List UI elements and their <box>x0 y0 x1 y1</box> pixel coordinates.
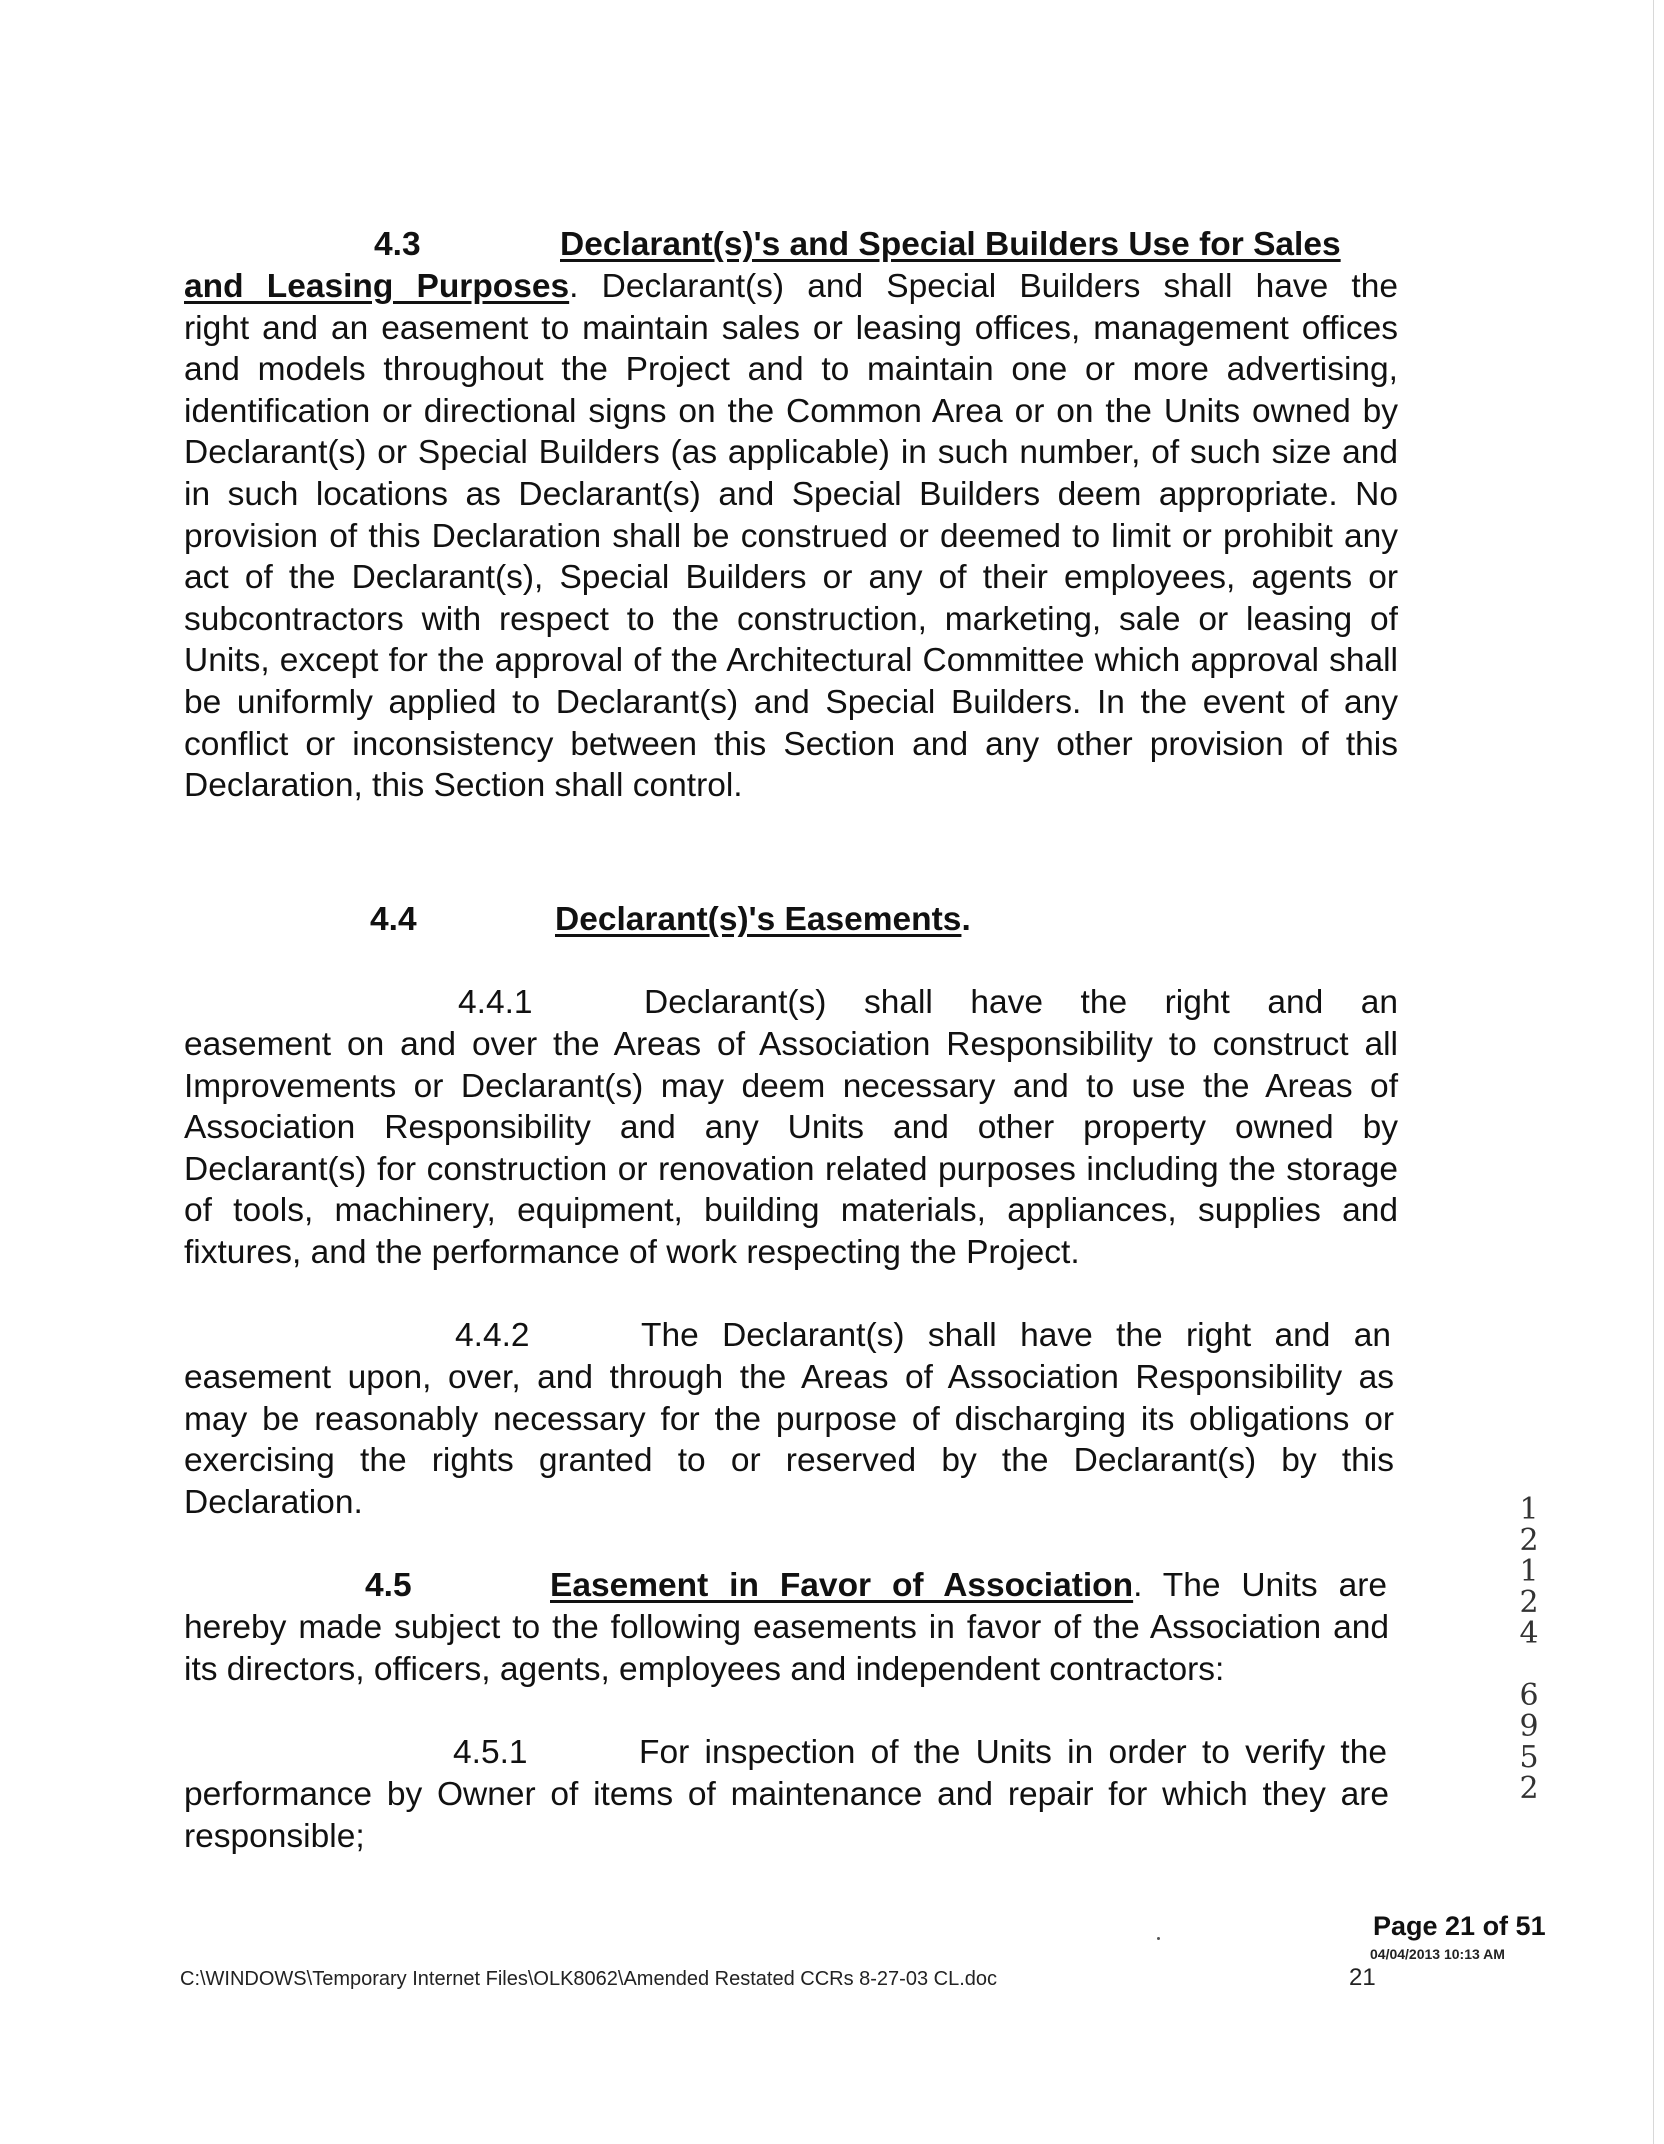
section-4-3-number: 4.3 <box>374 226 421 263</box>
recording-number-stamp <box>1514 1494 1544 1804</box>
section-4-4-1-first-line: Declarant(s) shall have the right and an <box>644 984 1398 1021</box>
section-4-4-number: 4.4 <box>370 901 417 938</box>
section-4-4-2-first-line: The Declarant(s) shall have the right and an <box>641 1317 1391 1354</box>
section-4-4-2-body: easement upon, over, and through the Areas of Association Responsibility as may be reasonably necessary for the purpose of discharging its obligations or exercising the rights granted to or reserved by the Declarant(s) by this Declaration. <box>184 1359 1394 1521</box>
stamp-digit: 4 <box>1519 1616 1539 1651</box>
stamp-digit: 1 <box>1519 1554 1539 1589</box>
stamp-digit: 6 <box>1519 1678 1539 1713</box>
section-4-5-first-rest: The Units are <box>1142 1567 1387 1604</box>
stamp-digit: 2 <box>1519 1771 1539 1806</box>
section-4-3-first-line <box>184 266 1398 308</box>
section-4-4-title-end: . <box>961 901 971 938</box>
section-4-3-title-line2: and Leasing Purposes <box>184 268 570 305</box>
stamp-gap <box>1514 1649 1544 1680</box>
section-4-5-1-first-line: For inspection of the Units in order to verify the <box>639 1734 1387 1771</box>
stamp-digit: 2 <box>1519 1585 1539 1620</box>
section-4-3-title-end: . <box>569 268 579 305</box>
section-4-4-1-number: 4.4.1 <box>458 984 533 1021</box>
section-4-5-1-number: 4.5.1 <box>453 1734 528 1771</box>
section-4-3-body-rest: right and an easement to maintain sales or leasing offices, management offices and models throughout the Project and to maintain one or more advertising, identification or directional signs on the Common Area or on the Units owned by Declarant(s) or Special Builders (as applicable) in such number, of such size and in such locations as Declarant(s) and Special Builders deem appropriate. No provision of this Declaration shall be construed or deemed to limit or prohibit any act of the Declarant(s), Special Builders or any of their employees, agents or subcontractors with respect to the construction, marketing, sale or leasing of Units, except for the approval of the Architectural Committee which approval shall be uniformly applied to Declarant(s) and Special Builders. In the event of any conflict or inconsistency between this Section and any other provision of this Declaration, this Section shall control. <box>184 309 1398 805</box>
section-4-3-title-line1: Declarant(s)'s and Special Builders Use for Sales <box>560 226 1341 263</box>
section-4-4-2-number: 4.4.2 <box>455 1317 530 1354</box>
page-count-label: Page 21 of 51 <box>1373 1911 1546 1941</box>
section-4-3-body-first: Declarant(s) and Special Builders shall have the <box>578 268 1398 305</box>
section-4-4-1-body: easement on and over the Areas of Association Responsibility to construct all Improvements or Declarant(s) may deem necessary and to use the Areas of Association Responsibility and any Units and other property owned by Declarant(s) for construction or renovation related purposes including the storage of tools, machinery, equipment, building materials, appliances, supplies and fixtures, and the performance of work respecting the Project. <box>184 1026 1398 1271</box>
section-4-5-body: hereby made subject to the following easements in favor of the Association and its directors, officers, agents, employees and independent contractors: <box>184 1609 1389 1688</box>
section-4-4-title: Declarant(s)'s Easements <box>555 901 962 938</box>
section-4-3-body <box>184 266 1398 807</box>
scan-speck <box>1157 1937 1160 1940</box>
stamp-digit: 1 <box>1519 1492 1539 1527</box>
section-4-5-number: 4.5 <box>365 1567 412 1604</box>
section-4-5-1-body: performance by Owner of items of maintenance and repair for which they are responsible; <box>184 1776 1389 1855</box>
section-4-5-first-line <box>550 1565 1387 1607</box>
stamp-digit: 9 <box>1519 1709 1539 1744</box>
section-4-4-title-group <box>555 899 971 941</box>
section-4-5-title: Easement in Favor of Association <box>550 1567 1134 1604</box>
section-4-5-title-end: . <box>1133 1567 1143 1604</box>
stamp-digit: 2 <box>1519 1523 1539 1558</box>
scan-edge-line <box>1653 0 1654 2144</box>
print-timestamp: 04/04/2013 10:13 AM <box>1370 1946 1505 1962</box>
footer-page-number: 21 <box>1349 1964 1376 1991</box>
stamp-digit: 5 <box>1519 1740 1539 1775</box>
file-path-footer: C:\WINDOWS\Temporary Internet Files\OLK8062\Amended Restated CCRs 8-27-03 CL.doc <box>180 1968 997 1990</box>
